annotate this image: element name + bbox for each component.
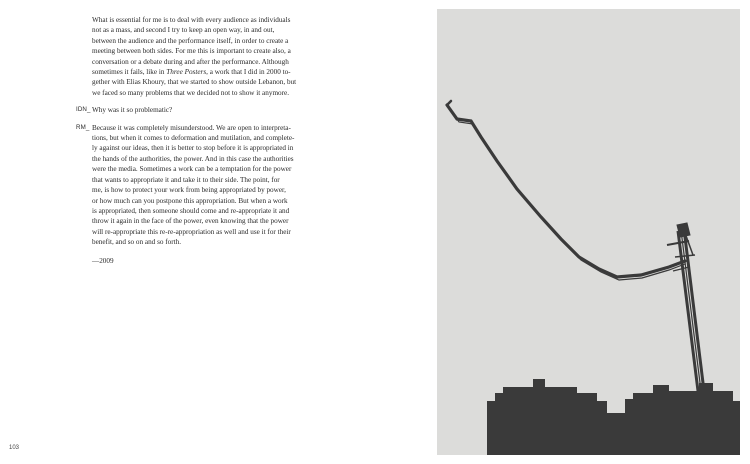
answer-speaker: RM_ [76,123,90,131]
answer-text: Because it was completely misunderstood. We are open to interpreta- tions, but when it comes to deformation and mutilation, and complete- ly against our ideas, then it is better to stop before it is appropriated in the hands of the authorities, the power. And in this case the authorities were the media. Sometimes a work can be a temptation for the power that wants to appropriate it and take it to their side. The point, for me, is how to protect your work from being appropriated by power, or how much can you postpone this appropriation. But when a work is appropriated, then someone should come and re-appropriate it and throw it again in the face of the power, even knowing that the power will re-appropriate this re-re-appropriation as well and use it for their benefit, and so on and so forth. [92,123,295,247]
dateline: —2009 [92,256,114,265]
interview-text [76,15,332,266]
crane-photograph [437,9,740,455]
question-text: Why was it so problematic? [92,106,173,115]
work-title: Three Posters [166,68,207,77]
intro-text-2: , a work that I did in 2000 to- gether with Elias Khoury, that we started to show outside Lebanon, but we faced so many problems that we decided not to show it anymore. [92,68,297,97]
question-block [76,105,332,115]
intro-text-1: What is essential for me is to deal with every audience as individuals not as a mass, and second I try to keep an open way, in and out, between the audience and the performance itself, in order to create a meeting between both sides. For me this is important to create also, a conversation or a debate during and after the performance. Although sometimes it fails, like in [92,16,291,77]
answer-block [76,123,332,248]
question-speaker: IDN_ [76,106,91,114]
sky-background [437,9,740,455]
page-number: 103 [9,445,20,451]
crane-image [437,9,740,455]
intro-paragraph [92,15,332,98]
